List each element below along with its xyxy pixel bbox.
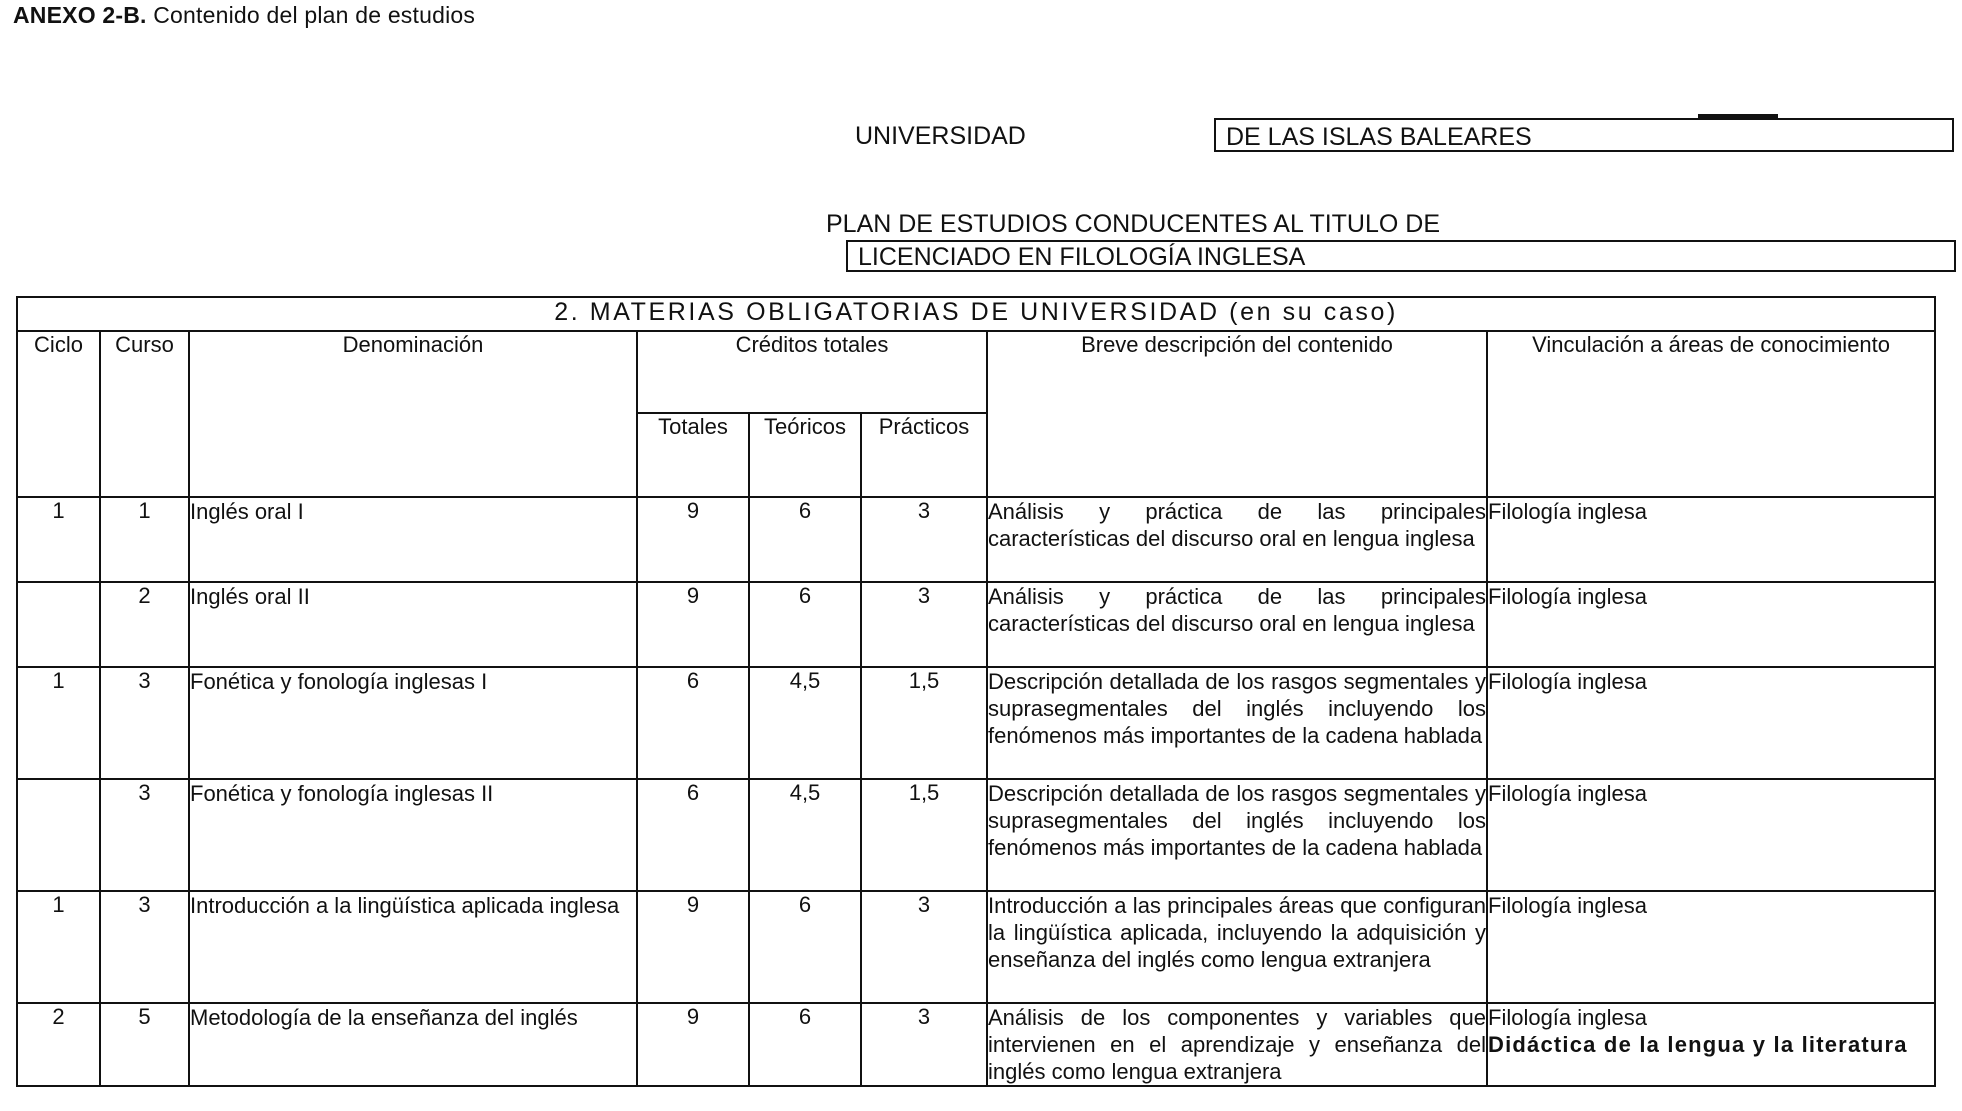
cell-descripcion: Análisis y práctica de las principales características del discurso oral en lengua inglesa bbox=[987, 497, 1487, 582]
header-descripcion: Breve descripción del contenido bbox=[987, 331, 1487, 497]
cell-totales: 9 bbox=[637, 582, 749, 667]
header-practicos: Prácticos bbox=[861, 413, 987, 497]
annex-heading bbox=[13, 2, 475, 29]
cell-curso: 3 bbox=[100, 667, 189, 779]
cell-curso: 2 bbox=[100, 582, 189, 667]
table-row bbox=[17, 779, 1935, 891]
cell-curso: 3 bbox=[100, 779, 189, 891]
header-denominacion: Denominación bbox=[189, 331, 637, 497]
table-row bbox=[17, 667, 1935, 779]
header-vinculacion: Vinculación a áreas de conocimiento bbox=[1487, 331, 1935, 497]
cell-area: Filología inglesa bbox=[1487, 891, 1935, 1003]
cell-descripcion: Descripción detallada de los rasgos segmentales y suprasegmentales del inglés incluyendo los fenómenos más importantes de la cadena hablada bbox=[987, 779, 1487, 891]
table-row bbox=[17, 582, 1935, 667]
cell-ciclo bbox=[17, 582, 100, 667]
header-ciclo: Ciclo bbox=[17, 331, 100, 497]
cell-descripcion: Descripción detallada de los rasgos segmentales y suprasegmentales del inglés incluyendo los fenómenos más importantes de la cadena hablada bbox=[987, 667, 1487, 779]
header-curso: Curso bbox=[100, 331, 189, 497]
cell-area bbox=[1487, 1003, 1935, 1086]
table-row bbox=[17, 1003, 1935, 1086]
table-row bbox=[17, 497, 1935, 582]
cell-totales: 6 bbox=[637, 667, 749, 779]
cell-totales: 6 bbox=[637, 779, 749, 891]
header-teoricos: Teóricos bbox=[749, 413, 861, 497]
degree-field: LICENCIADO EN FILOLOGÍA INGLESA bbox=[846, 240, 1956, 272]
cell-practicos: 3 bbox=[861, 582, 987, 667]
cell-ciclo bbox=[17, 779, 100, 891]
cell-area: Filología inglesa bbox=[1487, 582, 1935, 667]
university-field: DE LAS ISLAS BALEARES bbox=[1214, 118, 1954, 152]
cell-descripcion: Introducción a las principales áreas que configuran la lingüística aplicada, incluyendo la adquisición y enseñanza del inglés como lengua extranjera bbox=[987, 891, 1487, 1003]
cell-area: Filología inglesa bbox=[1487, 667, 1935, 779]
annex-number: ANEXO 2-B. bbox=[13, 2, 147, 28]
table-row bbox=[17, 891, 1935, 1003]
subjects-table bbox=[16, 296, 1936, 1087]
table-title: 2. MATERIAS OBLIGATORIAS DE UNIVERSIDAD (en su caso) bbox=[17, 297, 1935, 331]
cell-area: Filología inglesa bbox=[1487, 779, 1935, 891]
cell-teoricos: 6 bbox=[749, 497, 861, 582]
area-primary: Filología inglesa bbox=[1488, 1005, 1647, 1030]
cell-descripcion: Análisis de los componentes y variables que intervienen en el aprendizaje y enseñanza del inglés como lengua extranjera bbox=[988, 1005, 1486, 1084]
cell-practicos: 3 bbox=[861, 891, 987, 1003]
cell-curso: 5 bbox=[100, 1003, 189, 1086]
cell-teoricos: 6 bbox=[749, 891, 861, 1003]
cell-teoricos: 6 bbox=[749, 1003, 861, 1086]
cell-ciclo: 1 bbox=[17, 497, 100, 582]
cell-totales: 9 bbox=[637, 1003, 749, 1086]
cell-denominacion: Metodología de la enseñanza del inglés bbox=[189, 1003, 637, 1086]
cell-practicos: 3 bbox=[861, 1003, 987, 1086]
header-totales: Totales bbox=[637, 413, 749, 497]
cell-area: Filología inglesa bbox=[1487, 497, 1935, 582]
cell-totales: 9 bbox=[637, 891, 749, 1003]
cell-descripcion: Análisis y práctica de las principales características del discurso oral en lengua inglesa bbox=[987, 582, 1487, 667]
cell-denominacion: Fonética y fonología inglesas I bbox=[189, 667, 637, 779]
cell-denominacion: Inglés oral I bbox=[189, 497, 637, 582]
header-creditos: Créditos totales bbox=[637, 331, 987, 413]
cell-teoricos: 4,5 bbox=[749, 667, 861, 779]
cell-ciclo: 1 bbox=[17, 891, 100, 1003]
cell-teoricos: 6 bbox=[749, 582, 861, 667]
plan-label: PLAN DE ESTUDIOS CONDUCENTES AL TITULO DE bbox=[826, 210, 1441, 238]
annex-title: Contenido del plan de estudios bbox=[153, 2, 476, 28]
cell-denominacion: Fonética y fonología inglesas II bbox=[189, 779, 637, 891]
cell-totales: 9 bbox=[637, 497, 749, 582]
cell-practicos: 3 bbox=[861, 497, 987, 582]
cell-denominacion: Inglés oral II bbox=[189, 582, 637, 667]
cell-denominacion: Introducción a la lingüística aplicada inglesa bbox=[189, 891, 637, 1003]
cell-ciclo: 1 bbox=[17, 667, 100, 779]
cell-teoricos: 4,5 bbox=[749, 779, 861, 891]
cell-curso: 3 bbox=[100, 891, 189, 1003]
cell-ciclo: 2 bbox=[17, 1003, 100, 1086]
cell-practicos: 1,5 bbox=[861, 667, 987, 779]
university-label: UNIVERSIDAD bbox=[855, 122, 1026, 150]
cell-curso: 1 bbox=[100, 497, 189, 582]
cell-practicos: 1,5 bbox=[861, 779, 987, 891]
area-secondary: Didáctica de la lengua y la literatura bbox=[1488, 1032, 1908, 1057]
